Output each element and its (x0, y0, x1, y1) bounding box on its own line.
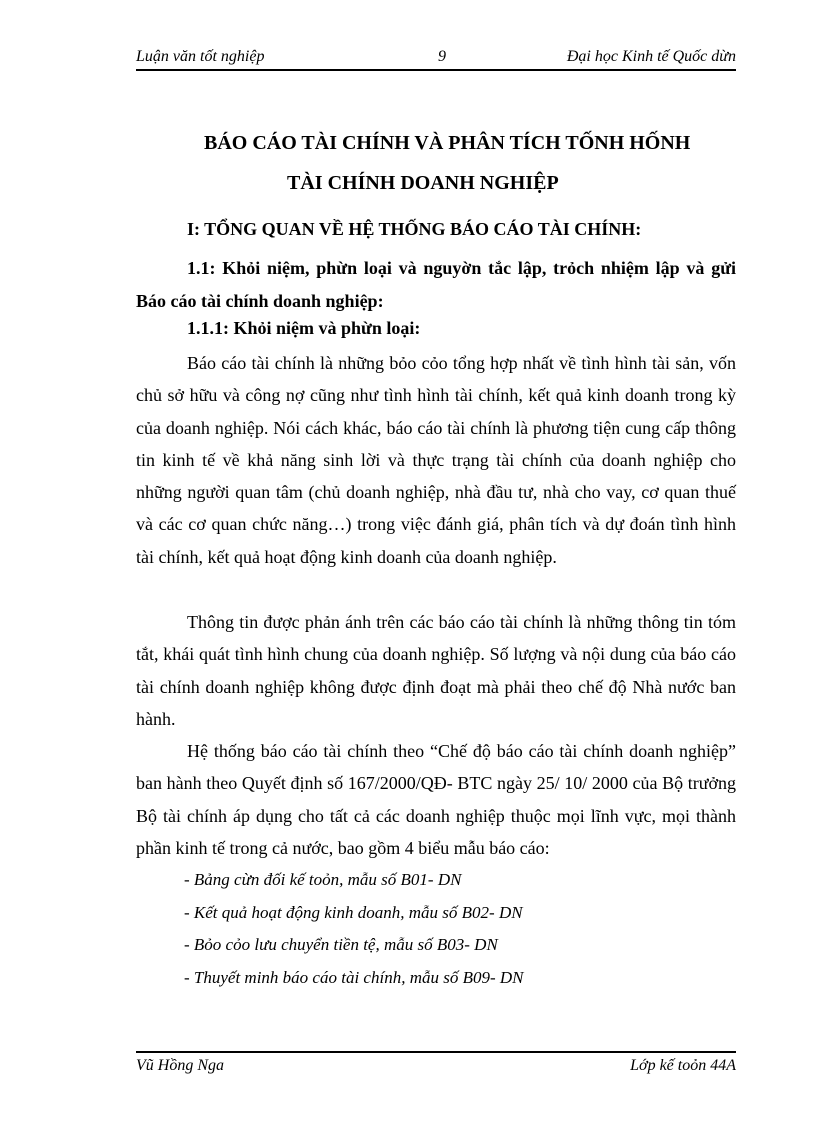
subsubsection-heading: 1.1.1: Khỏi niệm và phừn loại: (187, 318, 421, 338)
document-title-line2: TÀI CHÍNH DOANH NGHIỆP (287, 172, 559, 194)
paragraph-system: Hệ thống báo cáo tài chính theo “Chế độ báo cáo tài chính doanh nghiệp” ban hành theo Quyết định số 167/2000/QĐ- BTC ngày 25/ 10/ 2000 của Bộ trưởng Bộ tài chính áp dụng cho tất cả các doanh nghiệp thuộc mọi lĩnh vực, mọi thành phần kinh tế trong cả nước, bao gồm 4 biểu mẫu báo cáo: (136, 741, 736, 858)
paragraph-information: Thông tin được phản ánh trên các báo cáo tài chính là những thông tin tóm tắt, khái quát tình hình chung của doanh nghiệp. Số lượng và nội dung của báo cáo tài chính doanh nghiệp không được định đoạt mà phải theo chế độ Nhà nước ban hành. (136, 612, 736, 729)
header-thesis-label: Luận văn tốt nghiệp (136, 48, 265, 65)
footer-author: Vũ Hồng Nga (136, 1057, 224, 1074)
list-item: - Thuyết minh báo cáo tài chính, mẫu số B09- DN (184, 967, 524, 987)
page-number: 9 (438, 48, 446, 65)
header-divider (136, 69, 736, 71)
page-footer (136, 1055, 736, 1077)
section-heading: I: TỔNG QUAN VỀ HỆ THỐNG BÁO CÁO TÀI CHÍNH: (187, 219, 642, 239)
page-header (136, 46, 736, 68)
report-forms-list (184, 864, 524, 994)
list-item: - Bỏo cỏo lưu chuyển tiền tệ, mẫu số B03- DN (184, 935, 498, 954)
subsection-heading: 1.1: Khỏi niệm, phừn loại và nguyờn tắc lập, trỏch nhiệm lập và gửi Báo cáo tài chính doanh nghiệp: (136, 258, 736, 311)
footer-class: Lớp kế toỏn 44A (630, 1057, 736, 1074)
list-item: - Bảng cừn đối kế toỏn, mẫu số B01- DN (184, 870, 462, 889)
paragraph-definition: Báo cáo tài chính là những bỏo cỏo tổng hợp nhất về tình hình tài sản, vốn chủ sở hữu và công nợ cũng như tình hình tài chính, kết quả kinh doanh trong kỳ của doanh nghiệp. Nói cách khác, báo cáo tài chính là phương tiện cung cấp thông tin kinh tế về khả năng sinh lời và thực trạng tài chính của doanh nghiệp cho những người quan tâm (chủ doanh nghiệp, nhà đầu tư, nhà cho vay, cơ quan thuế và các cơ quan chức năng…) trong việc đánh giá, phân tích và dự đoán tình hình tài chính, kết quả hoạt động kinh doanh của doanh nghiệp. (136, 353, 736, 567)
document-title-line1: BÁO CÁO TÀI CHÍNH VÀ PHÂN TÍCH TỐNH HỐNH (204, 132, 691, 154)
footer-divider (136, 1051, 736, 1053)
header-university: Đại học Kinh tế Quốc dừn (566, 48, 736, 65)
list-item: - Kết quả hoạt động kinh doanh, mẫu số B02- DN (184, 902, 523, 922)
